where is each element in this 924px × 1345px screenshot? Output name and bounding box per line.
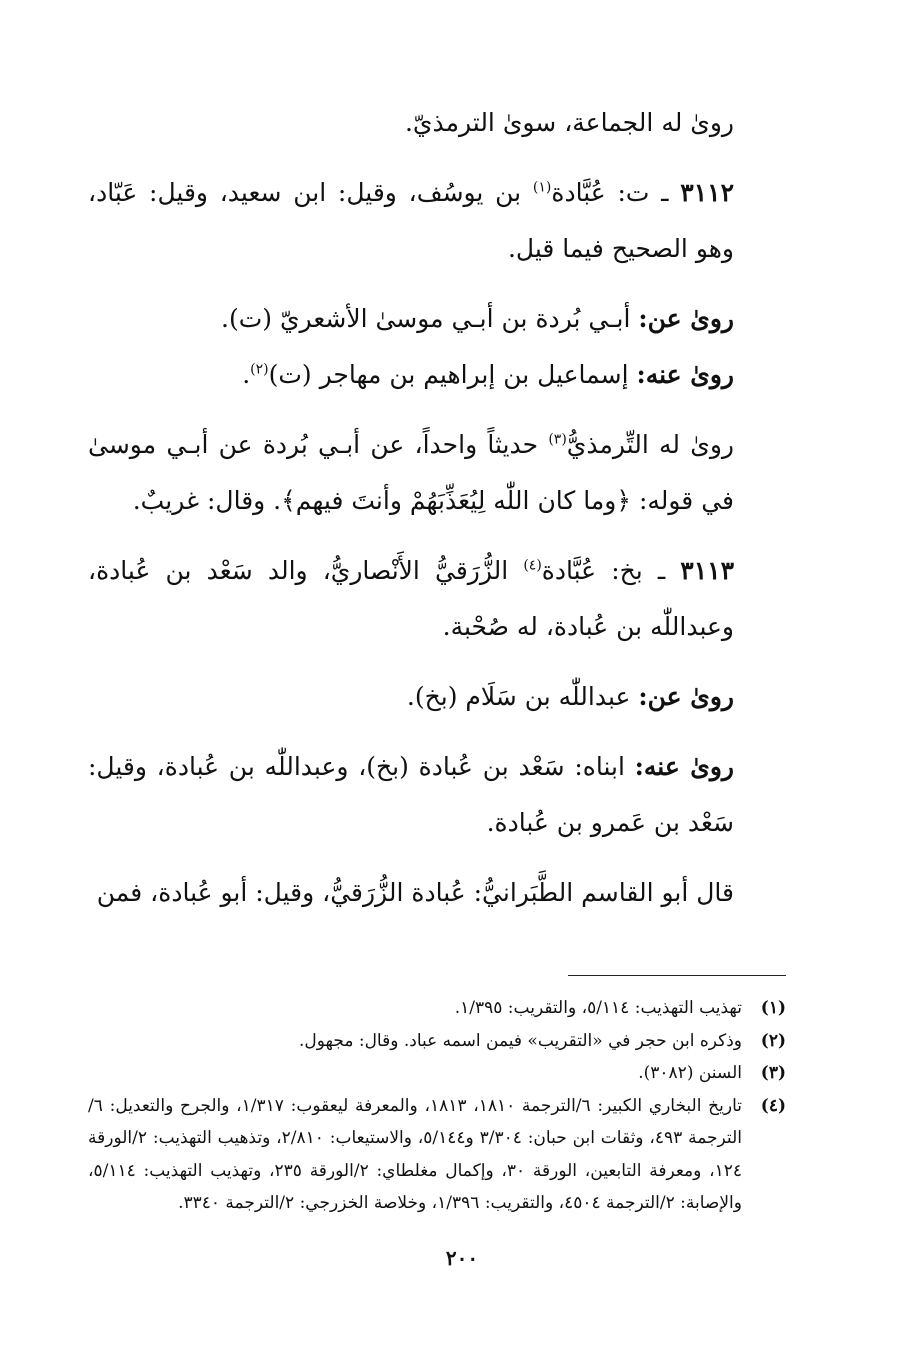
footnotes xyxy=(88,992,786,1220)
narrated-by-line xyxy=(88,739,786,851)
footnote-ref: (١) xyxy=(532,179,552,196)
narrated-from-line xyxy=(88,669,786,725)
narrated-by-label: رویٰ عنه: xyxy=(636,360,734,389)
entry-text: ـ بخ: عُبَّادة xyxy=(541,556,681,585)
paragraph-tirmidhi xyxy=(88,417,786,529)
footnote-number: (٤) xyxy=(760,1095,786,1116)
footnote-1 xyxy=(88,992,786,1025)
entry-number: ٣١١٢ xyxy=(680,178,734,207)
paragraph-text: حديثاً واحداً، عن أبـي بُردة عن أبـي موسیٰ في قوله: ﴿وما كان اللّٰه لِيُعَذِّبَهُمْ وأنتَ فيهم﴾. وقال: غريبٌ. xyxy=(88,430,734,515)
narrated-from-label: رویٰ عن: xyxy=(638,682,734,711)
narrated-by-label: رویٰ عنه: xyxy=(634,752,734,781)
footnote-number: (٢) xyxy=(760,1030,786,1051)
narrated-by-text: ابناه: سَعْد بن عُبادة (بخ)، وعبداللّٰه بن عُبادة، وقيل: سَعْد بن عَمرو بن عُبادة. xyxy=(88,752,734,837)
entry-number: ٣١١٣ xyxy=(680,556,734,585)
entry-text: الزُّرَقيُّ الأَنْصاريُّ، والد سَعْد بن عُبادة، وعبداللّٰه بن عُبادة، له صُحْبة. xyxy=(88,556,734,641)
entry-text: ـ ت: عُبَّادة xyxy=(551,178,681,207)
narrated-from-label: رویٰ عن: xyxy=(638,304,734,333)
footnote-number: (١) xyxy=(760,998,786,1018)
entry-3112 xyxy=(88,165,786,277)
footnote-text: وذكره ابن حجر في «التقريب» فيمن اسمه عباد. وقال: مجهول. xyxy=(299,1030,742,1051)
paragraph-text: رویٰ له التِّرمذيُّ xyxy=(566,430,734,459)
footnote-ref: (٢) xyxy=(250,361,269,378)
entry-text: بن يوسُف، وقيل: ابن سعيد، وقيل: عَبّاد، وهو الصحيح فيما قيل. xyxy=(88,178,734,263)
footnote-text: تهذيب التهذيب: ٥/١١٤، والتقريب: ١/٣٩٥. xyxy=(454,998,742,1018)
paragraph-narrated-by-group: رویٰ له الجماعة، سویٰ الترمذيّ. xyxy=(404,108,734,137)
footnote-number: (٣) xyxy=(760,1063,786,1083)
entry-3113 xyxy=(88,543,786,655)
footnote-ref: (٣) xyxy=(548,431,567,448)
paragraph-tabarani: قال أبو القاسم الطَّبَرانيُّ: عُبادة الزُّرَقيُّ، وقيل: أبو عُبادة، فمن xyxy=(96,878,734,907)
footnote-3 xyxy=(88,1057,786,1090)
footnote-text: تاريخ البخاري الكبير: ٦/الترجمة ١٨١٠، ١٨١٣، والمعرفة ليعقوب: ١/٣١٧، والجرح والتعديل: ٦/الترجمة ٤٩٣، وثقات ابن حبان: ٣/٣٠٤ و٥/١٤٤، والاستيعاب: ٢/٨١٠، وتذهيب التهذيب: ٢/الورقة ١٢٤، ومعرفة التابعين، الورقة ٣٠، وإكمال مغلطاي: ٢/الورقة ٢٣٥، وتهذيب التهذيب: ٥/١١٤، والإصابة: ٢/الترجمة ٤٥٠٤، والتقريب: ١/٣٩٦، وخلاصة الخزرجي: ٢/الترجمة ٣٣٤٠. xyxy=(88,1095,743,1213)
narrated-from-line xyxy=(88,291,786,347)
footnote-text: السنن (٣٠٨٢). xyxy=(638,1063,742,1083)
footnote-2 xyxy=(88,1025,786,1058)
narrated-by-line xyxy=(88,347,786,403)
narrated-by-text: إسماعيل بن إبراهيم بن مهاجر (ت) xyxy=(268,360,637,389)
footnote-4 xyxy=(88,1090,786,1220)
main-text xyxy=(88,95,786,921)
narrated-from-text: عبداللّٰه بن سَلَام (بخ). xyxy=(406,682,639,711)
sentence-end: . xyxy=(242,360,251,389)
footnote-separator xyxy=(568,975,786,976)
narrated-from-text: أبـي بُردة بن أبـي موسیٰ الأشعريّ (ت). xyxy=(221,304,639,333)
page-number: ٢٠٠ xyxy=(445,1246,479,1270)
footnote-ref: (٤) xyxy=(523,557,542,574)
